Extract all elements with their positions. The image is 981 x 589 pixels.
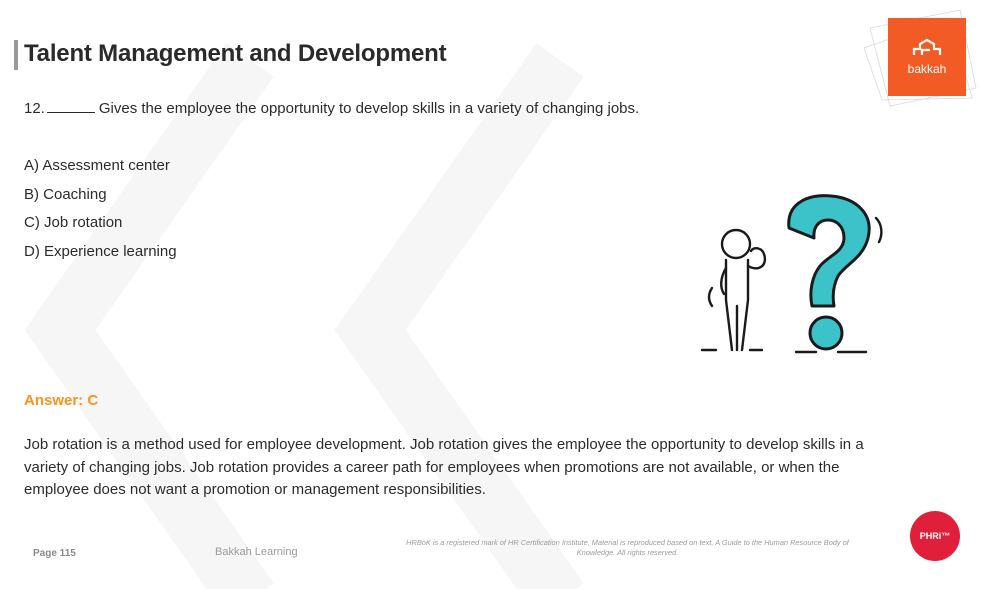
- page-number: Page 115: [33, 548, 76, 559]
- answer-explanation: Job rotation is a method used for employee development. Job rotation gives the employee the opportunity to develop skills in a variety of changing jobs. Job rotation provides a career path for employees when promotions are not available, or when the employee does not want a promotion or management responsibilities.: [24, 436, 864, 498]
- question: [24, 100, 639, 117]
- title-accent-bar: [14, 40, 18, 70]
- option-b: B) Coaching: [24, 185, 107, 203]
- thinking-person-icon: [702, 230, 765, 350]
- bakkah-logo-icon: [912, 38, 942, 60]
- footer-brand: Bakkah Learning: [215, 546, 298, 558]
- bakkah-logo: [888, 18, 966, 96]
- option-d: D) Experience learning: [24, 242, 177, 260]
- page-title: Talent Management and Development: [24, 40, 447, 67]
- option-a: A) Assessment center: [24, 157, 170, 174]
- phri-badge-text: PHRi™: [919, 531, 951, 541]
- option-c: C) Job rotation: [24, 214, 123, 231]
- question-text: Gives the employee the opportunity to develop skills in a variety of changing jobs.: [98, 100, 640, 117]
- answer-label: Answer: C: [24, 392, 99, 409]
- phri-badge-icon: [910, 511, 960, 561]
- question-mark-icon: [789, 196, 882, 352]
- thinking-person-illustration: [696, 188, 896, 360]
- footer-legal-notice: HRBoK is a registered mark of HR Certification Institute, Material is reproduced based on text, A Guide to the Human Resource Body of Knowledge. All rights reserved.: [406, 538, 849, 557]
- question-number: 12.: [24, 100, 45, 117]
- logo-text: bakkah: [907, 62, 947, 76]
- answer-options: [24, 156, 177, 270]
- question-blank: [47, 102, 95, 113]
